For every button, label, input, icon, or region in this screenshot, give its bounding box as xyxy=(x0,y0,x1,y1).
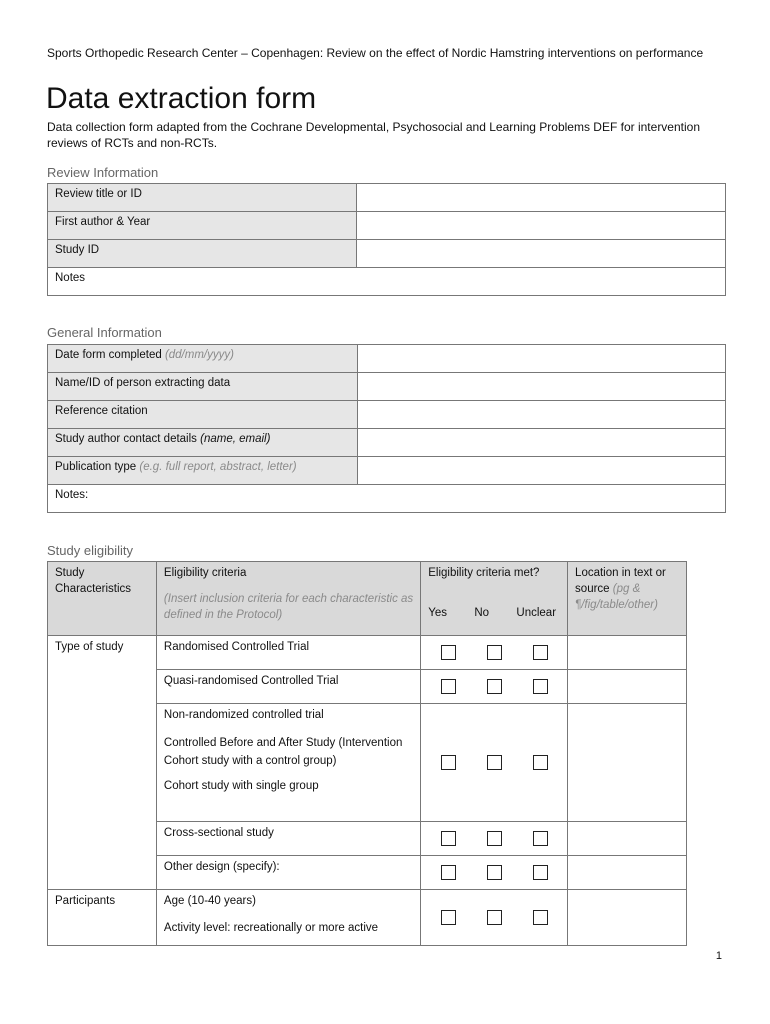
author-contact-label: Study author contact details (name, email) xyxy=(48,429,358,457)
other-design-unclear-checkbox[interactable] xyxy=(533,865,548,880)
date-completed-field[interactable] xyxy=(357,345,725,373)
yes-column-label: Yes xyxy=(428,607,448,619)
criteria-column-hint: (Insert inclusion criteria for each characteristic as defined in the Protocol) xyxy=(163,593,414,621)
cross-sectional-yes-checkbox[interactable] xyxy=(441,831,456,846)
publication-type-label: Publication type (e.g. full report, abstract, letter) xyxy=(48,457,358,485)
date-completed-label: Date form completed (dd/mm/yyyy) xyxy=(48,345,358,373)
unclear-column-label: Unclear xyxy=(516,607,557,619)
general-information-heading: General Information xyxy=(47,325,162,340)
study-eligibility-table xyxy=(47,561,687,946)
rct-yes-checkbox[interactable] xyxy=(441,645,456,660)
review-notes-label: Notes xyxy=(55,272,86,284)
location-column-hint: (pg & ¶/fig/table/other) xyxy=(575,583,658,611)
quasi-location-field[interactable] xyxy=(568,670,687,704)
publication-type-hint: (e.g. full report, abstract, letter) xyxy=(139,461,297,473)
type-of-study-label: Type of study xyxy=(48,636,157,890)
extractor-field[interactable] xyxy=(357,373,725,401)
general-notes-field[interactable] xyxy=(48,485,726,513)
general-information-table xyxy=(47,344,726,513)
quasi-no-checkbox[interactable] xyxy=(487,679,502,694)
review-title-label: Review title or ID xyxy=(48,184,357,212)
rct-unclear-checkbox[interactable] xyxy=(533,645,548,660)
criteria-cross-sectional: Cross-sectional study xyxy=(156,822,420,856)
participants-no-checkbox[interactable] xyxy=(487,910,502,925)
rct-no-checkbox[interactable] xyxy=(487,645,502,660)
review-information-table xyxy=(47,183,726,296)
participants-location-field[interactable] xyxy=(568,890,687,946)
criteria-other-design: Other design (specify): xyxy=(156,856,420,890)
no-column-label: No xyxy=(474,607,490,619)
cross-sectional-no-checkbox[interactable] xyxy=(487,831,502,846)
criteria-quasi-rct: Quasi-randomised Controlled Trial xyxy=(156,670,420,704)
cross-sectional-location-field[interactable] xyxy=(568,822,687,856)
date-format-hint: (dd/mm/yyyy) xyxy=(164,349,234,361)
location-column-header: Location in text or source (pg & ¶/fig/table/other) xyxy=(568,562,687,636)
extractor-label: Name/ID of person extracting data xyxy=(48,373,358,401)
criteria-met-column-header: Eligibility criteria met? Yes No Unclear xyxy=(421,562,568,636)
participants-unclear-checkbox[interactable] xyxy=(533,910,548,925)
criteria-non-randomized: Non-randomized controlled trial Controlled Before and After Study (Intervention Cohort study with a control group) Cohort study with single group xyxy=(156,704,420,822)
rct-location-field[interactable] xyxy=(568,636,687,670)
nonrandom-unclear-checkbox[interactable] xyxy=(533,755,548,770)
author-contact-hint: (name, email) xyxy=(200,433,271,445)
document-header: Sports Orthopedic Research Center – Copenhagen: Review on the effect of Nordic Hamstring interventions on performance xyxy=(47,46,704,60)
page-subtitle: Data collection form adapted from the Cochrane Developmental, Psychosocial and Learning Problems DEF for intervention reviews of RCTs and non-RCTs. xyxy=(47,120,701,150)
first-author-label: First author & Year xyxy=(48,212,357,240)
author-contact-field[interactable] xyxy=(357,429,725,457)
quasi-yes-checkbox[interactable] xyxy=(441,679,456,694)
page-title: Data extraction form xyxy=(46,82,317,115)
participants-yes-checkbox[interactable] xyxy=(441,910,456,925)
review-information-heading: Review Information xyxy=(47,165,159,180)
characteristics-column-header: Study Characteristics xyxy=(48,562,157,636)
quasi-unclear-checkbox[interactable] xyxy=(533,679,548,694)
criteria-rct: Randomised Controlled Trial xyxy=(156,636,420,670)
cross-sectional-unclear-checkbox[interactable] xyxy=(533,831,548,846)
criteria-column-header: Eligibility criteria (Insert inclusion criteria for each characteristic as defined in the Protocol) xyxy=(156,562,420,636)
nonrandom-no-checkbox[interactable] xyxy=(487,755,502,770)
page-number: 1 xyxy=(715,950,722,962)
general-notes-label: Notes: xyxy=(55,489,89,501)
study-id-field[interactable] xyxy=(356,240,725,268)
other-design-no-checkbox[interactable] xyxy=(487,865,502,880)
reference-citation-label: Reference citation xyxy=(48,401,358,429)
nonrandom-location-field[interactable] xyxy=(568,704,687,822)
study-id-label: Study ID xyxy=(48,240,357,268)
review-notes-field[interactable] xyxy=(48,268,726,296)
publication-type-field[interactable] xyxy=(357,457,725,485)
criteria-participants: Age (10-40 years) Activity level: recreationally or more active xyxy=(156,890,420,946)
review-title-field[interactable] xyxy=(356,184,725,212)
other-design-location-field[interactable] xyxy=(568,856,687,890)
reference-citation-field[interactable] xyxy=(357,401,725,429)
other-design-yes-checkbox[interactable] xyxy=(441,865,456,880)
study-eligibility-heading: Study eligibility xyxy=(47,543,133,558)
first-author-field[interactable] xyxy=(356,212,725,240)
participants-label: Participants xyxy=(48,890,157,946)
nonrandom-yes-checkbox[interactable] xyxy=(441,755,456,770)
